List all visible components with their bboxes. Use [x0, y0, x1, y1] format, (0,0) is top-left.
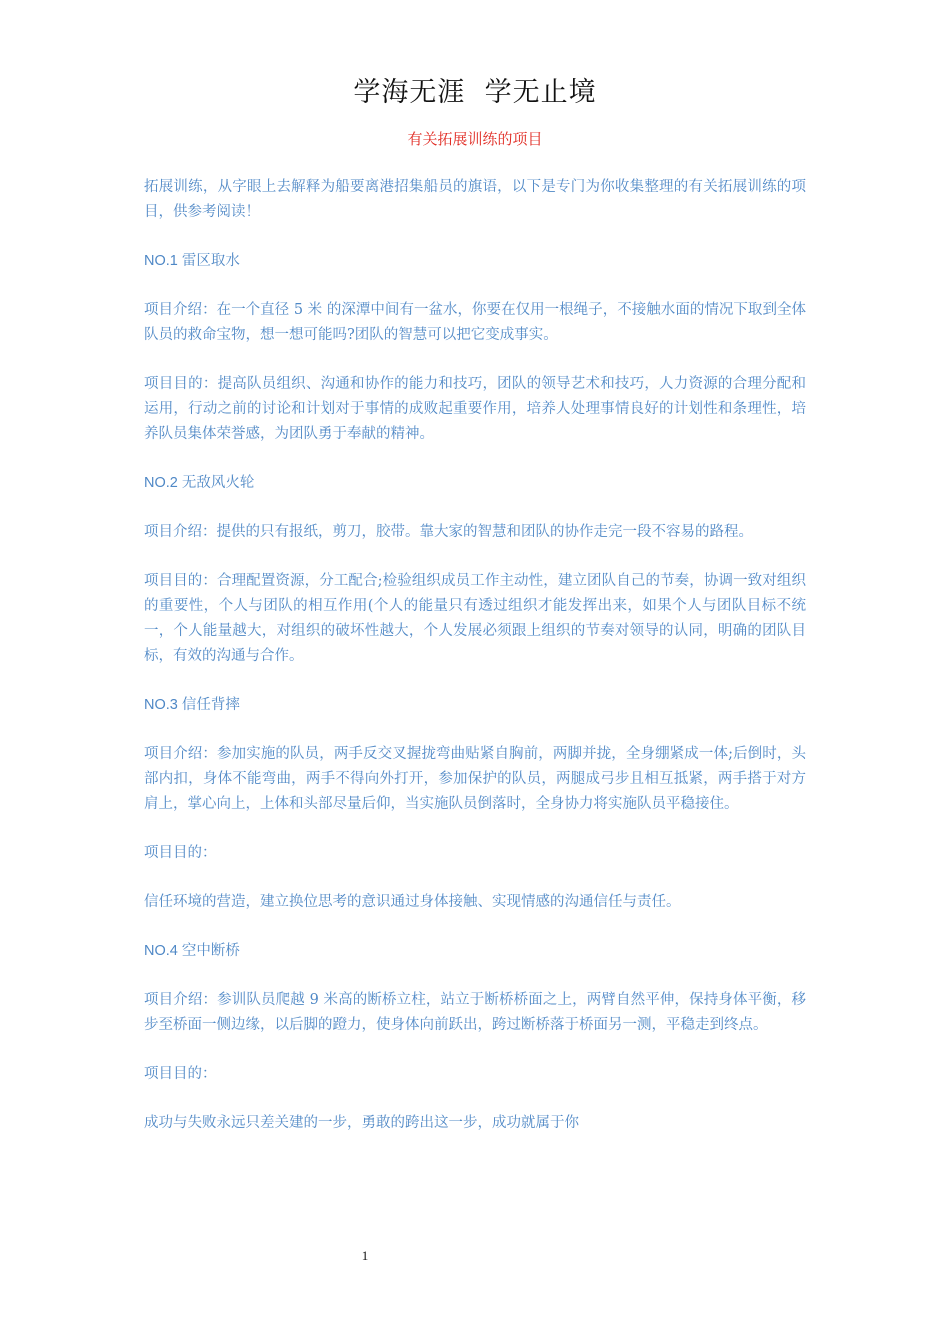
document-body [144, 175, 806, 1160]
project-goal-label-no4: 项目目的： [144, 1066, 217, 1082]
section-heading-no2: NO.2 无敌风火轮 [144, 475, 255, 491]
project-intro-no1: 项目介绍：在一个直径 5 米 的深潭中间有一盆水，你要在仅用一根绳子，不接触水面的情况下取到全体队员的救命宝物，想一想可能吗?团队的智慧可以把它变成事实。 [144, 302, 806, 343]
page-header-motto: 学海无涯 学无止境 [353, 77, 597, 108]
section-heading-no3: NO.3 信任背摔 [144, 697, 240, 713]
project-intro-no4: 项目介绍：参训队员爬越 9 米高的断桥立柱，站立于断桥桥面之上，两臂自然平伸，保持身体平衡，移步至桥面一侧边缘，以后脚的蹬力，使身体向前跃出，跨过断桥落于桥面另一测，平稳走到终点。 [144, 992, 806, 1033]
project-goal-no2: 项目目的：合理配置资源，分工配合;检验组织成员工作主动性，建立团队自己的节奏，协调一致对组织的重要性，个人与团队的相互作用(个人的能量只有透过组织才能发挥出来，如果个人与团队目标不统一，个人能量越大，对组织的破坏性越大，个人发展必须跟上组织的节奏对领导的认同，明确的团队目标，有效的沟通与合作。 [144, 573, 806, 664]
project-intro-no2: 项目介绍：提供的只有报纸，剪刀，胶带。靠大家的智慧和团队的协作走完一段不容易的路程。 [144, 524, 753, 540]
intro-paragraph: 拓展训练，从字眼上去解释为船要离港招集船员的旗语，以下是专门为你收集整理的有关拓展训练的项目，供参考阅读！ [144, 179, 806, 220]
project-goal-no4: 成功与失败永远只差关建的一步，勇敢的跨出这一步，成功就属于你 [144, 1115, 579, 1131]
project-goal-label-no3: 项目目的： [144, 845, 217, 861]
document-title: 有关拓展训练的项目 [407, 130, 543, 148]
project-goal-no3: 信任环境的营造，建立换位思考的意识通过身体接触、实现情感的沟通信任与责任。 [144, 894, 681, 910]
project-intro-no3: 项目介绍：参加实施的队员，两手反交叉握拢弯曲贴紧自胸前，两脚并拢，全身绷紧成一体;后倒时，头部内扣，身体不能弯曲，两手不得向外打开，参加保护的队员，两腿成弓步且相互抵紧，两手搭于对方肩上，掌心向上，上体和头部尽量后仰，当实施队员倒落时，全身协力将实施队员平稳接住。 [144, 746, 806, 812]
section-heading-no1: NO.1 雷区取水 [144, 253, 240, 269]
section-heading-no4: NO.4 空中断桥 [144, 943, 240, 959]
page-number: 1 [361, 1248, 369, 1263]
project-goal-no1: 项目目的：提高队员组织、沟通和协作的能力和技巧，团队的领导艺术和技巧，人力资源的合理分配和运用，行动之前的讨论和计划对于事情的成败起重要作用，培养人处理事情良好的计划性和条理性，培养队员集体荣誉感，为团队勇于奉献的精神。 [144, 376, 806, 442]
